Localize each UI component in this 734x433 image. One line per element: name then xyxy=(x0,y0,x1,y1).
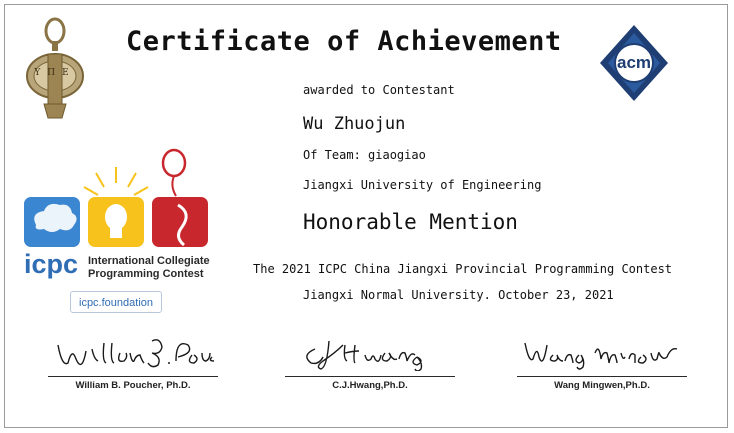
acm-logo-text: acm xyxy=(616,53,652,72)
signature-hwang xyxy=(285,335,455,391)
signatory-name-poucher: William B. Poucher, Ph.D. xyxy=(75,380,191,391)
icpc-foundation-badge xyxy=(70,291,162,313)
certificate-title: Certificate of Achievement xyxy=(126,26,562,57)
icpc-full-name-line2: Programming Contest xyxy=(88,268,204,280)
upe-emblem-icon xyxy=(20,14,90,124)
award-title: Honorable Mention xyxy=(303,210,518,234)
signature-poucher xyxy=(48,335,218,391)
icpc-graphic-icon xyxy=(22,145,222,255)
icpc-foundation-text: icpc.foundation xyxy=(79,297,153,309)
venue-date: Jiangxi Normal University. October 23, 2021 xyxy=(303,288,614,302)
icpc-full-name-line1: International Collegiate xyxy=(88,255,210,267)
contest-name: The 2021 ICPC China Jiangxi Provincial Programming Contest xyxy=(253,262,673,276)
signature-line xyxy=(285,376,455,377)
icpc-wordmark: icpc xyxy=(24,249,79,279)
signature-line xyxy=(48,376,218,377)
university-name: Jiangxi University of Engineering xyxy=(303,178,542,192)
signature-wang xyxy=(517,335,687,391)
team-line: Of Team: giaogiao xyxy=(303,148,426,162)
contestant-name: Wu Zhuojun xyxy=(303,114,406,134)
signature-poucher-script xyxy=(48,335,218,371)
signatory-name-wang: Wang Mingwen,Ph.D. xyxy=(554,380,650,391)
awarded-label: awarded to Contestant xyxy=(303,83,455,97)
acm-logo xyxy=(598,23,670,103)
signatory-name-hwang: C.J.Hwang,Ph.D. xyxy=(332,380,408,391)
signature-line xyxy=(517,376,687,377)
signature-hwang-script xyxy=(285,335,455,371)
upe-emblem-letters: ΥΠΕ xyxy=(34,68,76,78)
signature-wang-script xyxy=(517,335,687,371)
icpc-logo xyxy=(22,145,222,315)
